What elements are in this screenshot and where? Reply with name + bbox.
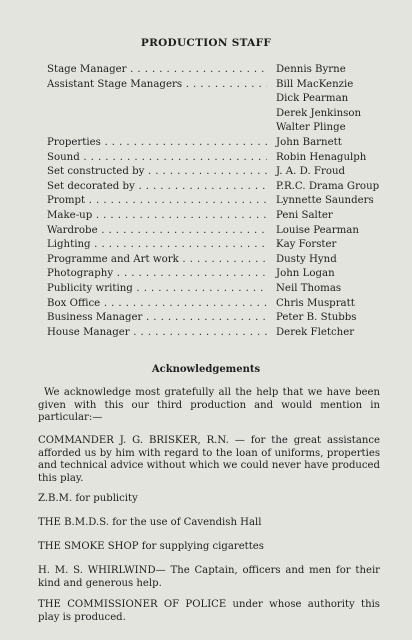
staff-name: Chris Muspratt <box>276 297 355 309</box>
staff-role: Properties . . . <box>47 136 267 151</box>
acknowledgement-item: Z.B.M. for publicity <box>38 493 138 504</box>
staff-name: Kay Forster <box>276 239 337 251</box>
acknowledgement-item: H. M. S. WHIRLWIND— The Captain, officers and men for their kind and generous help. <box>38 565 380 589</box>
staff-role: Box Office . . . <box>47 297 267 312</box>
staff-row <box>47 209 387 224</box>
staff-row <box>47 326 387 341</box>
staff-row <box>47 78 387 93</box>
staff-role: House Manager . . . <box>47 326 267 341</box>
staff-row <box>47 297 387 312</box>
staff-list <box>47 63 387 340</box>
staff-role: Photography . . . <box>47 267 267 282</box>
staff-role: Business Manager . . . <box>47 311 267 326</box>
staff-role: Assistant Stage Managers . . . <box>47 78 267 93</box>
staff-role: Sound . . . <box>47 151 267 166</box>
staff-role: Publicity writing . . . <box>47 282 267 297</box>
staff-row <box>47 165 387 180</box>
acknowledgement-item: THE COMMISSIONER OF POLICE under whose authority this play is produced. <box>38 599 380 623</box>
staff-name: Bill MacKenzie <box>276 78 354 90</box>
staff-row <box>47 267 387 282</box>
staff-name: J. A. D. Froud <box>276 166 346 178</box>
acknowledgement-item: COMMANDER J. G. BRISKER, R.N. — for the great assistance afforded us by him with regard to the loan of uniforms, properties and technical advice without which we could never have produced this play. <box>38 435 380 484</box>
staff-name: P.R.C. Drama Group <box>276 180 380 192</box>
staff-role: Prompt . . . <box>47 194 267 209</box>
staff-role: Wardrobe . . . <box>47 224 267 239</box>
staff-row <box>47 107 387 122</box>
staff-name: Derek Fletcher <box>276 326 355 338</box>
staff-role: Make-up . . . <box>47 209 267 224</box>
staff-row <box>47 151 387 166</box>
staff-role: Set decorated by . . . <box>47 180 267 195</box>
staff-name: Dennis Byrne <box>276 64 346 75</box>
page-title: PRODUCTION STAFF <box>140 37 272 49</box>
staff-name: John Barnett <box>276 136 342 148</box>
staff-name: Robin Henagulph <box>276 151 367 163</box>
staff-name: Neil Thomas <box>276 282 342 294</box>
acknowledgements-intro: We acknowledge most gratefully all the help that we have been given with this our third production and would mention in particular:— <box>38 387 380 424</box>
staff-row <box>47 136 387 151</box>
staff-name: Lynnette Saunders <box>276 195 374 207</box>
staff-row <box>47 311 387 326</box>
staff-role: Lighting . . . <box>47 238 267 253</box>
staff-name: Derek Jenkinson <box>276 107 362 119</box>
acknowledgement-item: THE B.M.D.S. for the use of Cavendish Hall <box>38 517 262 528</box>
staff-role: Stage Manager . . . <box>47 63 267 78</box>
staff-name: Walter Plinge <box>276 122 346 134</box>
staff-row <box>47 194 387 209</box>
staff-name: Louise Pearman <box>276 224 359 236</box>
acknowledgements-heading: Acknowledgements <box>151 364 261 375</box>
staff-row <box>47 224 387 239</box>
staff-name: Peni Salter <box>276 209 333 221</box>
staff-row <box>47 92 387 107</box>
acknowledgement-item: THE SMOKE SHOP for supplying cigarettes <box>38 541 264 552</box>
staff-role: Set constructed by . . . <box>47 165 267 180</box>
staff-row <box>47 63 387 78</box>
staff-name: Peter B. Stubbs <box>276 312 357 324</box>
staff-row <box>47 238 387 253</box>
staff-name: John Logan <box>276 268 335 280</box>
staff-row <box>47 121 387 136</box>
staff-row <box>47 282 387 297</box>
staff-name: Dick Pearman <box>276 93 349 105</box>
staff-name: Dusty Hynd <box>276 253 337 265</box>
staff-row <box>47 180 387 195</box>
staff-role: Programme and Art work . . . <box>47 253 267 268</box>
staff-row <box>47 253 387 268</box>
